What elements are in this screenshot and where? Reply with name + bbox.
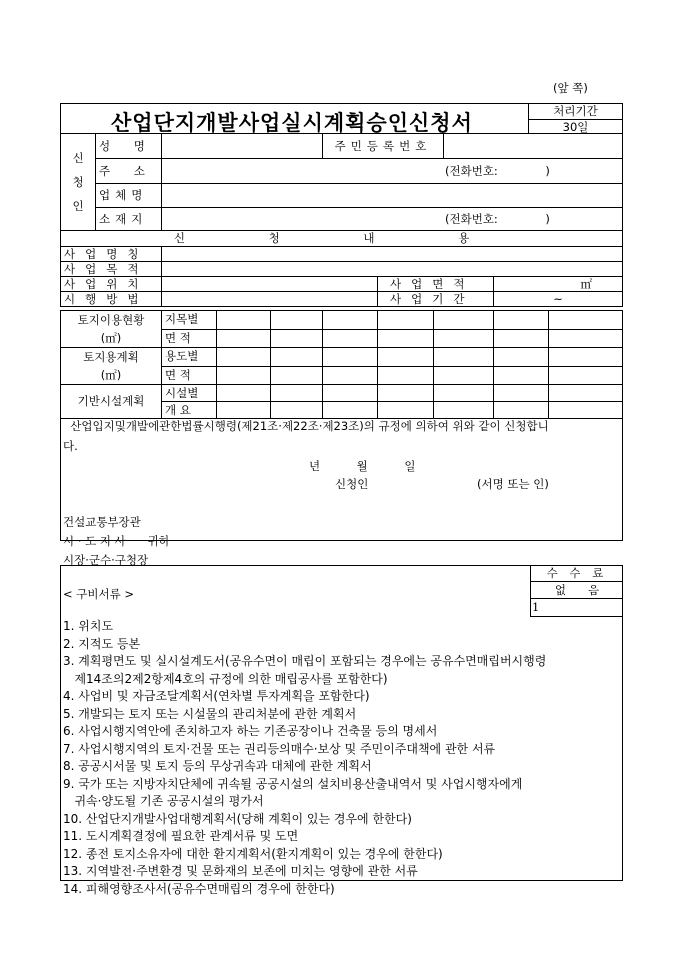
cell[interactable]	[217, 385, 271, 402]
applicant-table	[60, 133, 623, 231]
cell[interactable]	[271, 385, 323, 402]
recipient-2: 시 · 도 지 사 귀하	[63, 534, 170, 548]
company-label: 업체명	[96, 184, 162, 208]
content-table	[60, 230, 623, 307]
cell[interactable]	[549, 311, 623, 330]
cell[interactable]	[271, 311, 323, 330]
document-item: 8. 공공시서물 및 토지 등의 무상귀속과 대체에 관한 계획서	[63, 759, 372, 773]
cell[interactable]	[494, 348, 549, 367]
rrn-label: 주민등록번호	[323, 134, 444, 159]
documents-list	[63, 618, 546, 898]
cell[interactable]	[434, 348, 494, 367]
biz-purpose-field[interactable]	[162, 262, 623, 277]
document-item: 9. 국가 또는 지방자치단체에 귀속될 공공시설의 설치비용산출내역서 및 사업시행자에게	[63, 776, 523, 791]
processing-period-box	[528, 103, 623, 134]
document-item: 13. 지역발전·주변환경 및 문화재의 보존에 미치는 영향에 관한 서류	[63, 864, 418, 878]
documents-section	[60, 565, 623, 896]
document-item: 10. 산업단지개발사업대행계획서(당해 계획이 있는 경우에 한한다)	[63, 811, 412, 826]
declaration-section	[60, 416, 623, 567]
by-use-label: 용도별	[162, 348, 217, 367]
document-item: 2. 지적도 등본	[63, 636, 141, 651]
method-label: 시행방법	[61, 292, 162, 307]
cell[interactable]	[494, 329, 549, 348]
period-label: 사업기간	[378, 292, 494, 307]
processing-label: 처리기간	[529, 104, 622, 120]
cell[interactable]	[323, 311, 378, 330]
cell[interactable]	[217, 329, 271, 348]
document-item: 6. 사업시행지역안에 존치하고자 하는 기존공장이나 건축물 등의 명세서	[63, 724, 438, 738]
cell[interactable]	[378, 348, 434, 367]
cell[interactable]	[434, 329, 494, 348]
method-field[interactable]	[162, 292, 378, 307]
biz-location-field[interactable]	[162, 277, 378, 292]
cell[interactable]	[549, 385, 623, 402]
page-side-label: (앞 쪽)	[553, 81, 588, 95]
document-item: 14. 피해영향조사서(공유수면매립의 경우에 한한다)	[63, 881, 335, 896]
name-field[interactable]	[162, 134, 323, 159]
cell[interactable]	[271, 366, 323, 385]
applicant-sign-label: 신청인	[335, 477, 369, 491]
fee-value: 없 음	[531, 582, 623, 599]
cell[interactable]	[494, 311, 549, 330]
document-item: 11. 도시계획결정에 필요한 관계서류 및 도면	[63, 829, 299, 843]
address-field[interactable]: (전화번호: )	[162, 159, 623, 184]
land-table	[60, 310, 623, 419]
cell[interactable]	[323, 366, 378, 385]
document-item: 1. 위치도	[63, 619, 114, 633]
location-field[interactable]: (전화번호: )	[162, 208, 623, 231]
cell[interactable]	[378, 311, 434, 330]
cell[interactable]	[217, 311, 271, 330]
cell[interactable]	[378, 329, 434, 348]
biz-area-label: 사업면적	[378, 277, 494, 292]
declaration-text: 산업입지및개발에관한법률시행령(제21조·제22조·제23조)의 규정에 의하여 위와 같이 신청합니	[63, 419, 549, 433]
area-label: 면 적	[162, 329, 217, 348]
cell[interactable]	[271, 348, 323, 367]
cell[interactable]	[494, 385, 549, 402]
period-field[interactable]: ~	[494, 292, 623, 307]
cell[interactable]	[217, 348, 271, 367]
cell[interactable]	[434, 366, 494, 385]
cell[interactable]	[217, 366, 271, 385]
cell[interactable]	[271, 329, 323, 348]
recipient-3: 시장·군수·구청장	[63, 553, 149, 567]
summary-label: 개 요	[162, 402, 217, 419]
biz-name-field[interactable]	[162, 247, 623, 262]
cell[interactable]	[323, 348, 378, 367]
biz-location-label: 사업위치	[61, 277, 162, 292]
cell[interactable]	[434, 385, 494, 402]
cell[interactable]	[378, 385, 434, 402]
name-label: 성 명	[96, 134, 162, 159]
area-label: 면 적	[162, 366, 217, 385]
biz-name-label: 사업명칭	[61, 247, 162, 262]
cell[interactable]	[323, 329, 378, 348]
document-item: 귀속·양도될 기존 공공시설의 평가서	[63, 794, 264, 808]
date-line: 년 월 일	[309, 459, 416, 473]
document-item: 3. 계획평면도 및 실시설계도서(공유수면이 매립이 포함되는 경우에는 공유수면매립버시행령	[63, 654, 547, 668]
title-row	[60, 103, 623, 134]
recipient-1: 건설교통부장관	[63, 515, 141, 529]
cell[interactable]	[323, 385, 378, 402]
document-item: 제14조의2제2항제4호의 규정에 의한 매립공사를 포함한다)	[63, 671, 388, 686]
document-item: 12. 종전 토지소유자에 대한 환지계획서(환지계획이 있는 경우에 한한다)	[63, 846, 443, 861]
document-item: 4. 사업비 및 자금조달계획서(연차별 투자계획을 포함한다)	[63, 689, 370, 703]
company-field[interactable]	[162, 184, 623, 208]
fee-box	[530, 565, 623, 617]
by-category-label: 지목별	[162, 311, 217, 330]
processing-value: 30일	[562, 120, 589, 134]
rrn-field[interactable]	[444, 134, 623, 159]
location-label: 소재지	[96, 208, 162, 231]
biz-area-field[interactable]: ㎡	[494, 277, 623, 292]
documents-header: < 구비서류 >	[63, 587, 135, 601]
address-label: 주 소	[96, 159, 162, 184]
cell[interactable]	[549, 329, 623, 348]
document-item: 7. 사업시행지역의 토지·건물 또는 권리등의매수·보상 및 주민이주대책에 관한 서류	[63, 741, 496, 756]
cell[interactable]	[549, 366, 623, 385]
declaration-text-end: 다.	[63, 439, 78, 453]
fee-label: 수 수 료	[531, 565, 623, 582]
cell[interactable]	[549, 348, 623, 367]
by-facility-label: 시설별	[162, 385, 217, 402]
cell[interactable]	[434, 311, 494, 330]
form-title: 산업단지개발사업실시계획승인신청서	[111, 110, 473, 135]
cell[interactable]	[378, 366, 434, 385]
land-plan-label: 토지용계획 (㎡)	[61, 348, 162, 385]
document-item: 5. 개발되는 토지 또는 시설물의 관리처분에 관한 계획서	[63, 706, 357, 721]
content-header: 신 청 내 용	[61, 231, 623, 247]
infra-label: 기반시설계획	[61, 385, 162, 419]
biz-purpose-label: 사업목적	[61, 262, 162, 277]
fee-extra: 1	[532, 600, 540, 614]
cell[interactable]	[494, 366, 549, 385]
sign-hint: (서명 또는 인)	[477, 477, 549, 491]
applicant-group-label: 신 청 인	[61, 134, 96, 231]
land-current-label: 토지이용현황 (㎡)	[61, 311, 162, 348]
